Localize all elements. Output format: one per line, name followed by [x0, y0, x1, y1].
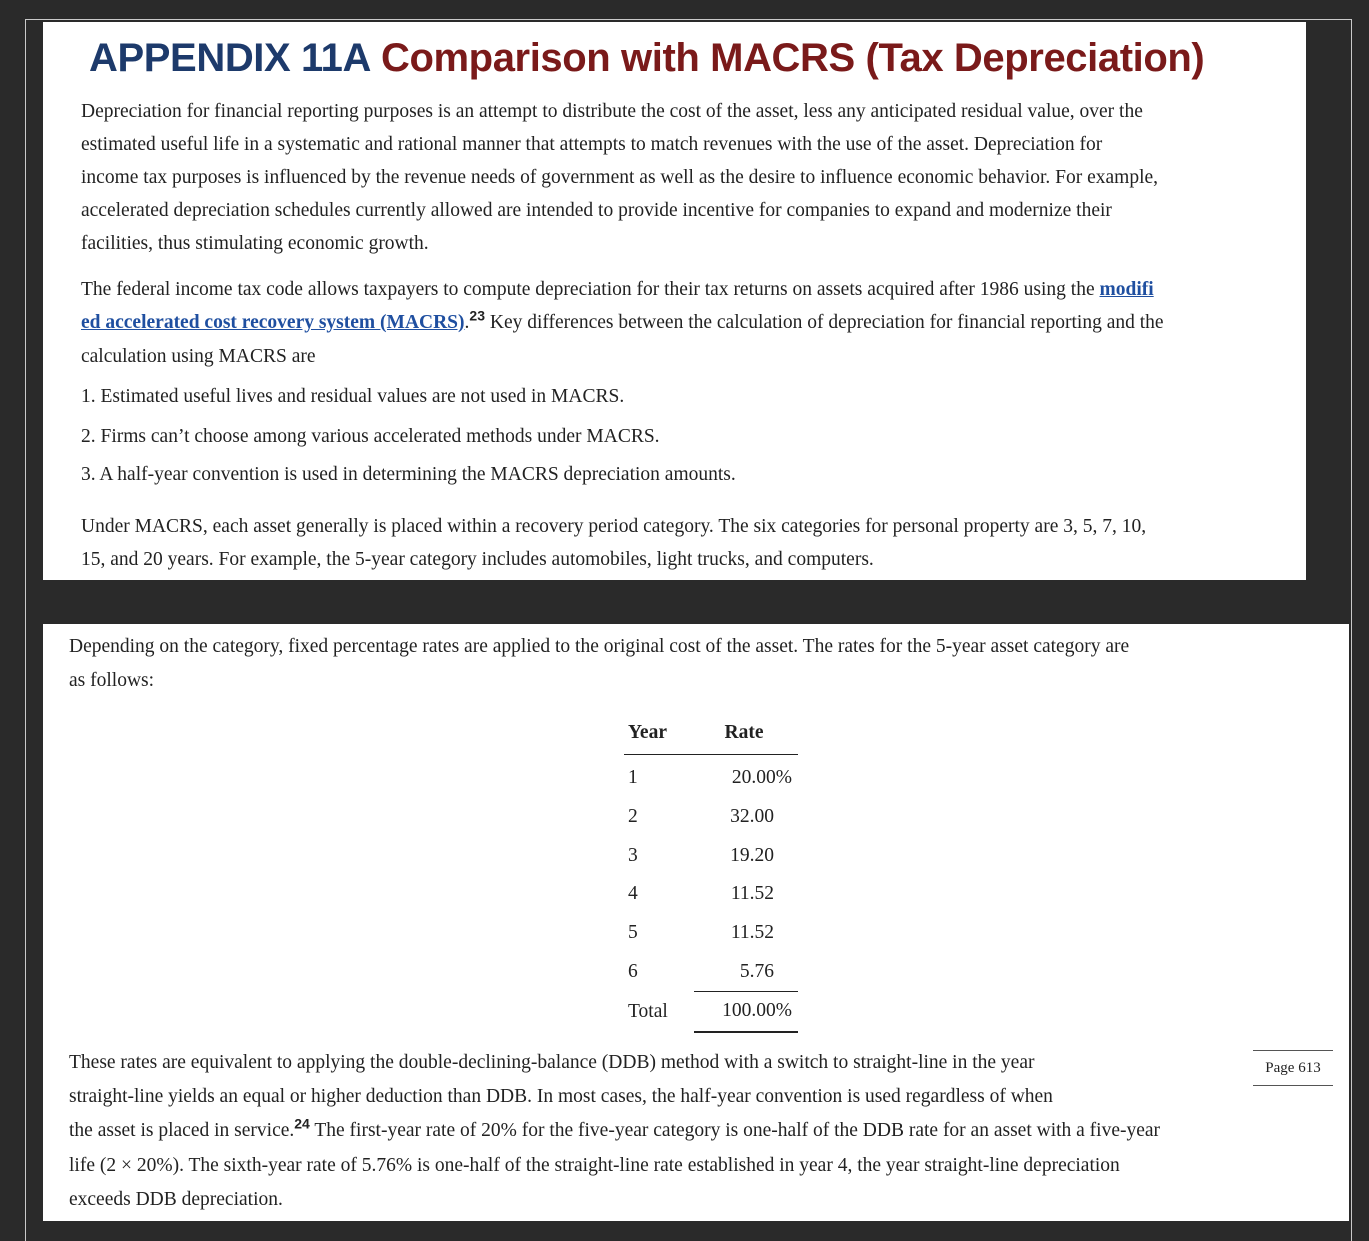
macrs-link-start[interactable]: modifi — [1099, 279, 1154, 300]
appendix-top-section — [43, 22, 1306, 580]
rate-cell: 11.52 — [730, 883, 774, 905]
macrs-rate-table — [624, 720, 798, 1033]
ddb-line-3-end: The first-year rate of 20% for the five-year category is one-half of the DDB rate for an asset with a five-year — [309, 1120, 1161, 1141]
rates-intro-line: Depending on the category, fixed percentage rates are applied to the original cost of the asset. The rates for the 5-year asset category are — [69, 636, 1130, 657]
list-item: 3. A half-year convention is used in determining the MACRS depreciation amounts. — [81, 464, 736, 485]
ddb-line — [69, 1114, 1160, 1147]
intro-line: Depreciation for financial reporting purposes is an attempt to distribute the cost of the asset, less any anticipated residual value, over the — [81, 101, 1143, 122]
intro-line: estimated useful life in a systematic and rational manner that attempts to match revenues with the use of the asset. Depreciation for — [81, 134, 1103, 155]
table-row — [624, 914, 798, 953]
intro-line: accelerated depreciation schedules currently allowed are intended to provide incentive for companies to expand and modernize their — [81, 200, 1112, 221]
macrs-line-1-text: The federal income tax code allows taxpayers to compute depreciation for their tax returns on assets acquired after 1986 using the — [81, 279, 1100, 300]
appendix-title: Comparison with MACRS (Tax Depreciation) — [380, 36, 1205, 80]
total-row — [624, 992, 798, 1032]
rate-cell: 32.00 — [730, 806, 774, 828]
table-row — [624, 836, 798, 875]
frame-right-line — [1351, 19, 1352, 1241]
table-row — [624, 952, 798, 991]
table-header-row — [624, 720, 798, 755]
list-item: 2. Firms can’t choose among various accelerated methods under MACRS. — [81, 426, 660, 447]
categories-line: 15, and 20 years. For example, the 5-year category includes automobiles, light trucks, and computers. — [81, 549, 874, 570]
rate-cell: 19.20 — [730, 844, 774, 866]
appendix-bottom-section — [43, 624, 1349, 1221]
frame-top-line — [25, 19, 1352, 20]
year-cell: 4 — [628, 883, 638, 905]
table-row — [624, 798, 798, 837]
macrs-link[interactable]: ed accelerated cost recovery system (MACRS) — [81, 312, 465, 333]
list-item: 1. Estimated useful lives and residual values are not used in MACRS. — [81, 386, 625, 407]
rate-cell: 20.00% — [731, 767, 792, 789]
year-cell: 6 — [628, 961, 638, 983]
total-label: Total — [628, 1000, 668, 1022]
ddb-line: straight-line yields an equal or higher deduction than DDB. In most cases, the half-year convention is used regardless of when — [69, 1086, 1053, 1107]
macrs-line-1 — [81, 273, 1154, 306]
year-cell: 3 — [628, 844, 638, 866]
ddb-line: life (2 × 20%). The sixth-year rate of 5.76% is one-half of the straight-line rate established in year 4, the year straight-line depreciation — [69, 1155, 1120, 1176]
year-cell: 1 — [628, 767, 638, 789]
footnote-24[interactable]: 24 — [294, 1115, 310, 1132]
appendix-heading — [89, 36, 1204, 81]
intro-line: income tax purposes is influenced by the revenue needs of government as well as the desire to influence economic behavior. For example, — [81, 167, 1159, 188]
ddb-line: These rates are equivalent to applying the double-declining-balance (DDB) method with a switch to straight-line in the year — [69, 1052, 1035, 1073]
rate-cell: 11.52 — [730, 922, 774, 944]
categories-line: Under MACRS, each asset generally is placed within a recovery period category. The six categories for personal property are 3, 5, 7, 10, — [81, 516, 1147, 537]
year-cell: 2 — [628, 806, 638, 828]
footnote-23[interactable]: 23 — [469, 307, 485, 324]
total-rate: 100.00% — [694, 992, 798, 1032]
rates-intro-line: as follows: — [69, 670, 155, 691]
ddb-line: exceeds DDB depreciation. — [69, 1189, 283, 1210]
year-column-header: Year — [624, 720, 694, 755]
year-cell: 5 — [628, 922, 638, 944]
page-number-badge: Page 613 — [1253, 1050, 1333, 1086]
macrs-line-2-text: Key differences between the calculation of depreciation for financial reporting and the — [484, 312, 1164, 333]
rate-cell: 5.76 — [739, 960, 774, 982]
table-row — [624, 755, 798, 798]
ddb-line-3-start: the asset is placed in service. — [69, 1120, 295, 1141]
macrs-line-3: calculation using MACRS are — [81, 346, 316, 367]
table-row — [624, 875, 798, 914]
macrs-line-2 — [81, 306, 1164, 339]
appendix-label: APPENDIX 11A — [89, 36, 371, 80]
intro-line: facilities, thus stimulating economic growth. — [81, 233, 429, 254]
macrs-link-period: . — [464, 312, 470, 333]
frame-left-line — [25, 19, 26, 1241]
rate-column-header: Rate — [694, 720, 798, 755]
